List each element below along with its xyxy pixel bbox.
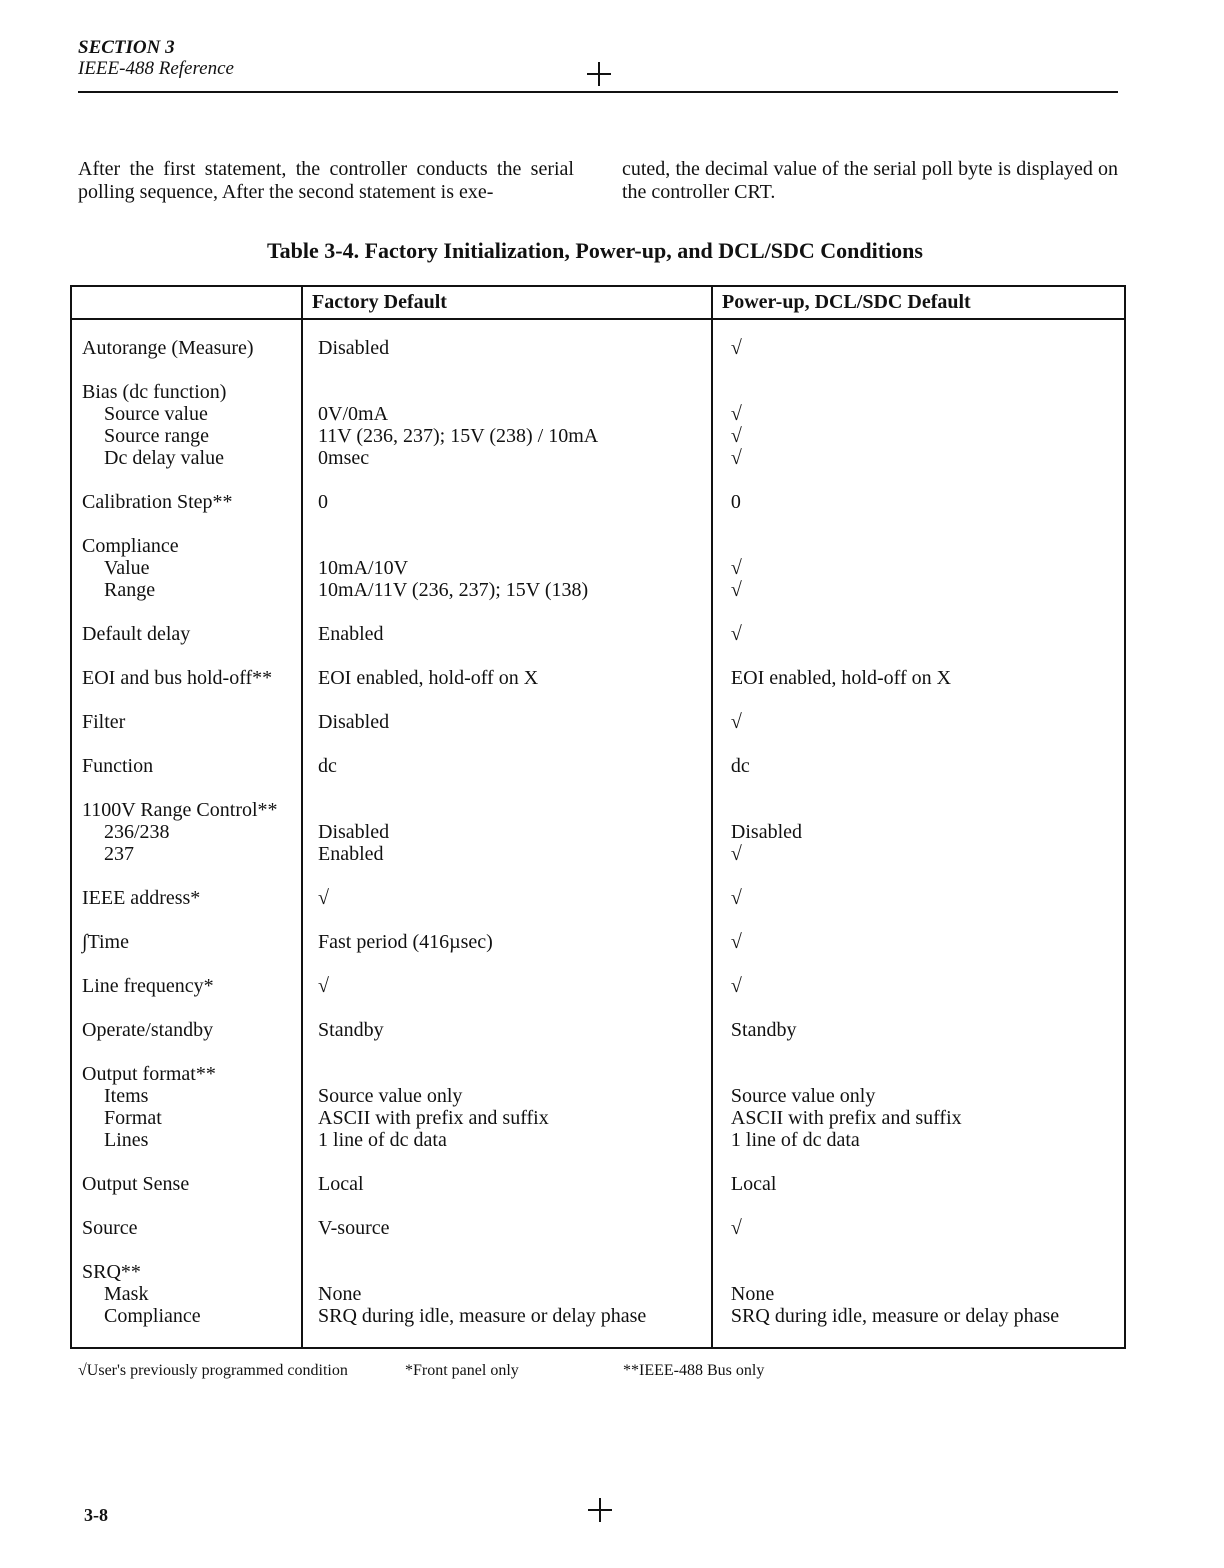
powerup-default-cell [721, 1019, 1124, 1041]
factory-default-cell [308, 623, 721, 645]
parameter-cell [72, 667, 308, 689]
group-title: 1100V Range Control** [82, 799, 278, 821]
powerup-default-cell [721, 1261, 1124, 1327]
powerup-value: ASCII with prefix and suffix [730, 1107, 962, 1129]
powerup-value: None [730, 1283, 775, 1305]
powerup-value: 1 line of dc data [730, 1129, 860, 1151]
parameter-label: ∫Time [82, 931, 129, 953]
parameter-label: Format [104, 1107, 162, 1129]
table-row [72, 535, 1124, 601]
header-rule [78, 91, 1118, 93]
spacer [318, 1063, 721, 1085]
powerup-default-cell [721, 623, 1124, 645]
parameter-label: Operate/standby [82, 1019, 214, 1041]
powerup-value: √ [730, 623, 742, 645]
factory-value: V-source [318, 1217, 390, 1239]
parameter-cell [72, 799, 308, 865]
powerup-default-cell [721, 1217, 1124, 1239]
parameter-cell [72, 623, 308, 645]
group-title: Compliance [82, 535, 179, 557]
factory-value: Source value only [318, 1085, 463, 1107]
factory-value: Standby [318, 1019, 384, 1041]
factory-default-cell [308, 755, 721, 777]
factory-value: Local [318, 1173, 364, 1195]
parameter-label: Default delay [82, 623, 191, 645]
factory-default-cell [308, 887, 721, 909]
powerup-default-cell [721, 667, 1124, 689]
powerup-value: √ [730, 1217, 742, 1239]
powerup-value: Local [730, 1173, 777, 1195]
spacer [731, 1063, 1124, 1085]
parameter-cell [72, 1217, 308, 1239]
parameter-label: IEEE address* [82, 887, 201, 909]
parameter-cell [72, 381, 308, 469]
table-row [72, 1173, 1124, 1195]
spacer [318, 1261, 721, 1283]
powerup-value: 0 [730, 491, 741, 513]
powerup-value: EOI enabled, hold-off on X [730, 667, 952, 689]
factory-value: √ [318, 887, 329, 909]
parameter-label: Source value [104, 403, 208, 425]
parameter-label: Line frequency* [82, 975, 214, 997]
registration-mark-top [587, 62, 611, 86]
factory-default-cell [308, 975, 721, 997]
parameter-label: Source [82, 1217, 138, 1239]
powerup-value: √ [730, 711, 742, 733]
factory-value: SRQ during idle, measure or delay phase [318, 1305, 647, 1327]
factory-value: 10mA/10V [318, 557, 409, 579]
footnote-bus: **IEEE-488 Bus only [623, 1362, 765, 1379]
parameter-label: Lines [104, 1129, 149, 1151]
powerup-default-cell [721, 931, 1124, 953]
factory-value: 0V/0mA [318, 403, 389, 425]
parameter-label: Mask [104, 1283, 149, 1305]
factory-default-cell [308, 337, 721, 359]
factory-value: √ [318, 975, 329, 997]
powerup-value: Disabled [730, 821, 803, 843]
footnote-user: √User's previously programmed condition [78, 1362, 348, 1379]
header-factory-default: Factory Default [312, 291, 447, 313]
spacer [318, 381, 721, 403]
parameter-cell [72, 1063, 308, 1151]
table-row [72, 711, 1124, 733]
intro-left-column: After the first statement, the controller conducts the serial polling sequence, After the second statement is exe- [78, 158, 574, 203]
parameter-label: EOI and bus hold-off** [82, 667, 273, 689]
factory-default-cell [308, 491, 721, 513]
parameter-cell [72, 1019, 308, 1041]
group-title: Bias (dc function) [82, 381, 227, 403]
factory-value: Fast period (416µsec) [318, 931, 493, 953]
spacer [731, 1261, 1124, 1283]
powerup-default-cell [721, 887, 1124, 909]
parameter-cell [72, 535, 308, 601]
factory-default-cell [308, 667, 721, 689]
factory-default-cell [308, 1019, 721, 1041]
table-body [72, 337, 1124, 1349]
factory-value: EOI enabled, hold-off on X [318, 667, 539, 689]
section-label: SECTION 3 [78, 37, 175, 58]
parameter-label: 236/238 [104, 821, 170, 843]
powerup-default-cell [721, 755, 1124, 777]
parameter-cell [72, 711, 308, 733]
factory-value: Disabled [318, 711, 390, 733]
header-powerup-default: Power-up, DCL/SDC Default [722, 291, 971, 313]
powerup-default-cell [721, 491, 1124, 513]
factory-value: Disabled [318, 821, 390, 843]
parameter-cell [72, 337, 308, 359]
factory-value: 1 line of dc data [318, 1129, 447, 1151]
parameter-cell [72, 755, 308, 777]
parameter-label: Value [104, 557, 150, 579]
table-row [72, 975, 1124, 997]
powerup-value: √ [730, 843, 742, 865]
powerup-value: Source value only [730, 1085, 876, 1107]
spacer [318, 535, 721, 557]
table-row [72, 931, 1124, 953]
table-row [72, 491, 1124, 513]
parameter-cell [72, 931, 308, 953]
parameter-cell [72, 887, 308, 909]
factory-value: None [318, 1283, 362, 1305]
powerup-default-cell [721, 381, 1124, 469]
parameter-label: Source range [104, 425, 209, 447]
table-row [72, 1063, 1124, 1151]
factory-default-cell [308, 1063, 721, 1151]
parameter-label: Autorange (Measure) [82, 337, 254, 359]
powerup-value: √ [730, 557, 742, 579]
parameter-cell [72, 1173, 308, 1195]
powerup-default-cell [721, 1173, 1124, 1195]
powerup-value: √ [730, 931, 742, 953]
parameter-label: Function [82, 755, 154, 777]
footnote-front-panel: *Front panel only [405, 1362, 519, 1379]
powerup-value: √ [730, 403, 742, 425]
factory-value: 0msec [318, 447, 370, 469]
factory-value: 10mA/11V (236, 237); 15V (138) [318, 579, 589, 601]
powerup-default-cell [721, 975, 1124, 997]
powerup-default-cell [721, 799, 1124, 865]
parameter-label: Filter [82, 711, 126, 733]
factory-value: 0 [318, 491, 329, 513]
group-title: SRQ** [82, 1261, 141, 1283]
factory-default-cell [308, 1261, 721, 1327]
section-subtitle: IEEE-488 Reference [78, 58, 234, 79]
parameter-label: Output Sense [82, 1173, 190, 1195]
factory-default-cell [308, 1217, 721, 1239]
parameter-cell [72, 491, 308, 513]
parameter-cell [72, 1261, 308, 1327]
spacer [731, 535, 1124, 557]
powerup-value: √ [730, 975, 742, 997]
factory-value: dc [318, 755, 337, 777]
parameter-label: Dc delay value [104, 447, 224, 469]
table-row [72, 799, 1124, 865]
powerup-value: √ [730, 887, 742, 909]
table-row [72, 887, 1124, 909]
parameter-label: Calibration Step** [82, 491, 233, 513]
parameter-label: Range [104, 579, 156, 601]
factory-value: ASCII with prefix and suffix [318, 1107, 549, 1129]
factory-default-cell [308, 535, 721, 601]
intro-right-column: cuted, the decimal value of the serial poll byte is displayed on the controller CRT. [622, 158, 1118, 203]
powerup-value: √ [730, 579, 742, 601]
registration-mark-bottom [588, 1498, 612, 1522]
powerup-default-cell [721, 711, 1124, 733]
factory-default-cell [308, 931, 721, 953]
spacer [318, 799, 721, 821]
table-row [72, 1261, 1124, 1327]
group-title: Output format** [82, 1063, 216, 1085]
powerup-value: √ [730, 447, 742, 469]
page-number: 3-8 [84, 1505, 108, 1525]
conditions-table [70, 285, 1126, 1349]
powerup-value: SRQ during idle, measure or delay phase [730, 1305, 1060, 1327]
header-divider [72, 318, 1124, 320]
table-row [72, 381, 1124, 469]
parameter-label: Items [104, 1085, 149, 1107]
spacer [731, 381, 1124, 403]
table-row [72, 1019, 1124, 1041]
factory-default-cell [308, 799, 721, 865]
factory-value: Disabled [318, 337, 390, 359]
table-row [72, 623, 1124, 645]
parameter-label: 237 [104, 843, 134, 865]
table-row [72, 755, 1124, 777]
powerup-value: Standby [730, 1019, 797, 1041]
spacer [731, 799, 1124, 821]
powerup-default-cell [721, 535, 1124, 601]
factory-default-cell [308, 381, 721, 469]
parameter-cell [72, 975, 308, 997]
factory-default-cell [308, 711, 721, 733]
powerup-value: √ [730, 425, 742, 447]
powerup-value: √ [730, 337, 742, 359]
factory-default-cell [308, 1173, 721, 1195]
powerup-default-cell [721, 337, 1124, 359]
parameter-label: Compliance [104, 1305, 201, 1327]
factory-value: 11V (236, 237); 15V (238) / 10mA [318, 425, 599, 447]
table-row [72, 337, 1124, 359]
table-caption: Table 3-4. Factory Initialization, Power-up, and DCL/SDC Conditions [267, 238, 923, 263]
factory-value: Enabled [318, 623, 384, 645]
powerup-value: dc [730, 755, 750, 777]
table-row [72, 1217, 1124, 1239]
table-row [72, 667, 1124, 689]
powerup-default-cell [721, 1063, 1124, 1151]
factory-value: Enabled [318, 843, 384, 865]
